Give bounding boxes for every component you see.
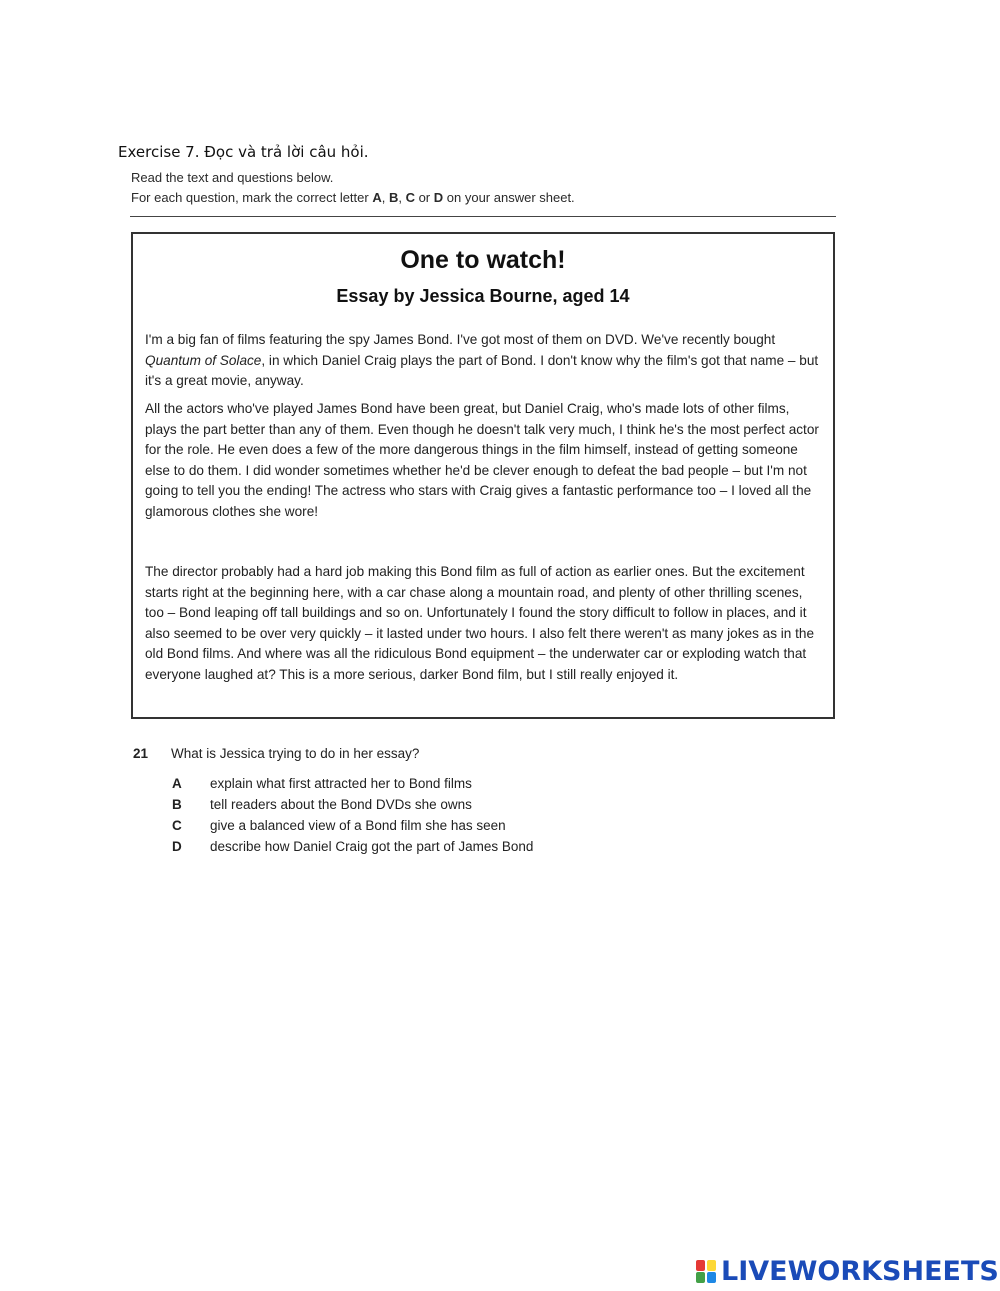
essay-box <box>131 232 835 719</box>
option-letter: B <box>172 797 182 812</box>
option-d[interactable] <box>172 839 533 854</box>
option-text: explain what first attracted her to Bond films <box>210 776 472 791</box>
instructions <box>131 168 575 208</box>
essay-paragraph-2: All the actors who've played James Bond have been great, but Daniel Craig, who's made lots of other films, plays the part better than any of them. Even though he doesn't talk very much, I think he's the most perfect actor for the role. He even does a few of the more dangerous things in the film himself, instead of getting someone else to do them. I did wonder sometimes whether he'd be clever enough to defeat the bad people – but I'm not going to tell you the ending! The actress who stars with Craig gives a fantastic performance too – I loved all the glamorous clothes she wore! <box>145 401 819 519</box>
option-b[interactable] <box>172 797 472 812</box>
question <box>133 746 419 761</box>
film-title: Quantum of Solace <box>145 352 262 368</box>
instruction-line-1: Read the text and questions below. <box>131 170 334 185</box>
question-number: 21 <box>133 746 149 761</box>
option-letter: D <box>172 839 182 854</box>
option-letter: C <box>172 818 182 833</box>
essay-subtitle: Essay by Jessica Bourne, aged 14 <box>336 286 630 306</box>
option-a[interactable] <box>172 776 472 791</box>
logo-text: LIVEWORKSHEETS <box>721 1255 999 1287</box>
essay-paragraph-3: The director probably had a hard job making this Bond film as full of action as earlier ones. But the excitement starts right at the beginning here, with a car chase along a mountain road, and plenty of other thrilling scenes, too – Bond leaping off tall buildings and so on. Unfortunately I found the story difficult to follow in places, and it also seemed to be over very quickly – it lasted under two hours. I also felt there weren't as many jokes as in the old Bond films. And where was all the ridiculous Bond equipment – the underwater car or exploding watch that everyone laughed at? This is a more serious, darker Bond film, but I still really enjoyed it. <box>145 564 815 682</box>
option-letter: A <box>172 776 182 791</box>
essay-title: One to watch! <box>400 246 566 274</box>
option-text: give a balanced view of a Bond film she has seen <box>210 818 506 833</box>
instruction-line-2: For each question, mark the correct letter A, B, C or D on your answer sheet. <box>131 190 575 205</box>
liveworksheets-logo <box>696 1255 999 1287</box>
option-text: tell readers about the Bond DVDs she owns <box>210 797 472 812</box>
option-text: describe how Daniel Craig got the part of James Bond <box>210 839 534 854</box>
logo-blocks-icon <box>696 1258 718 1284</box>
exercise-title: Exercise 7. Đọc và trả lời câu hỏi. <box>118 143 369 161</box>
option-c[interactable] <box>172 818 506 833</box>
divider <box>130 216 836 217</box>
essay-paragraph-1: I'm a big fan of films featuring the spy James Bond. I've got most of them on DVD. We've recently bought Quantum of Solace, in which Daniel Craig plays the part of Bond. I don't know why the film's got that name – but it's a great movie, anyway. <box>145 332 819 389</box>
question-text: What is Jessica trying to do in her essay? <box>171 746 420 761</box>
